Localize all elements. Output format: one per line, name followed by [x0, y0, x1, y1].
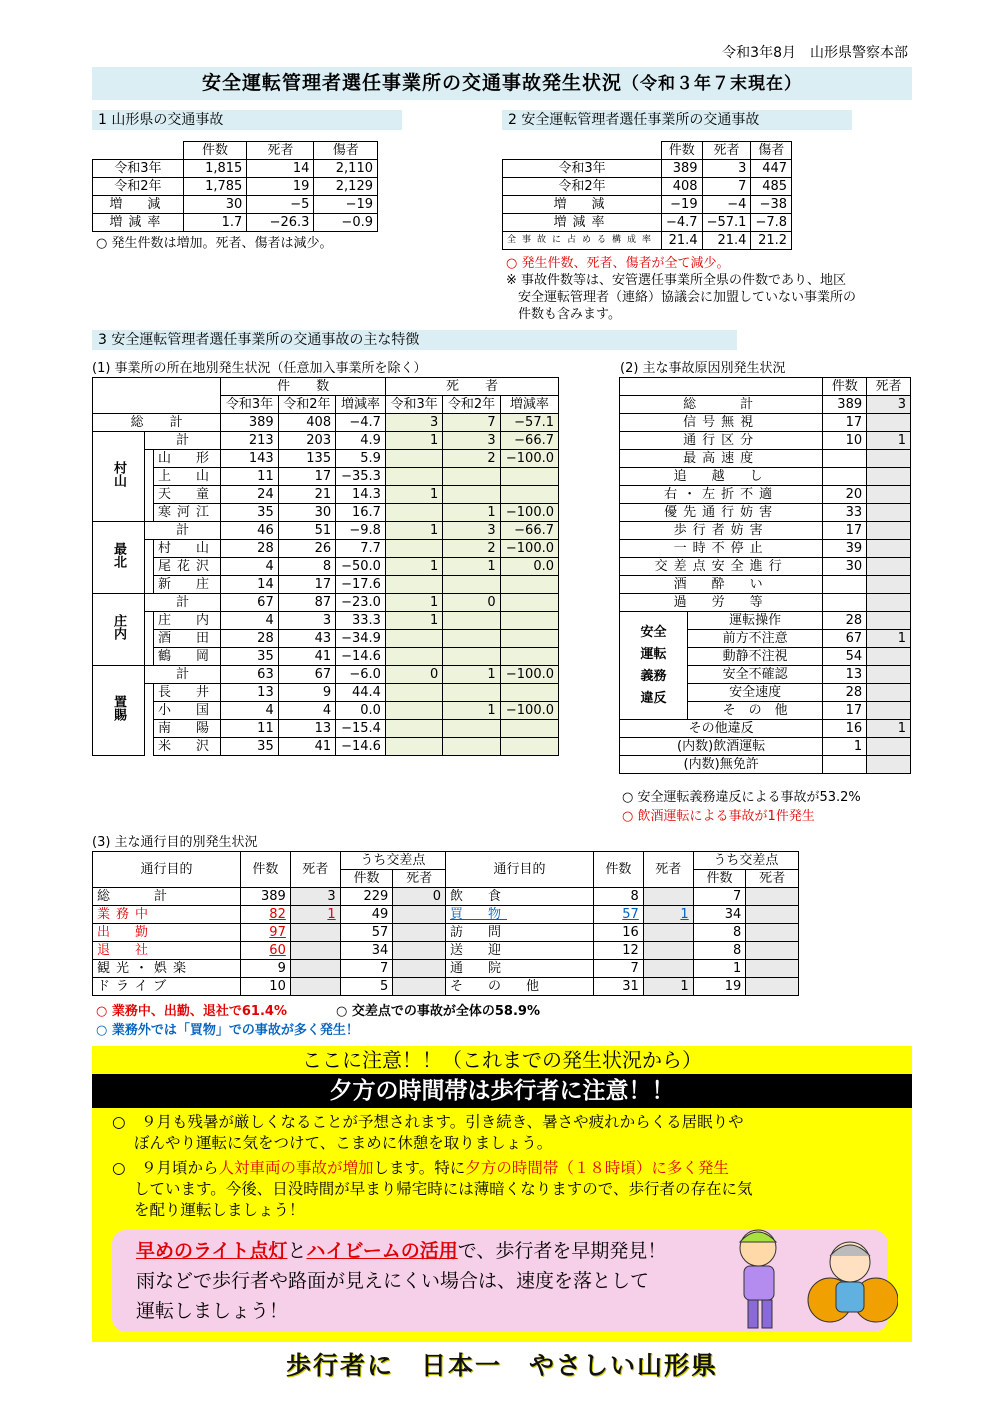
table-row: 新 庄 14 17 −17.6 — [93, 576, 559, 594]
table-row: 業務中 82 1 49 買 物 57 1 34 — [93, 906, 799, 924]
section-2-heading: 2 安全運転管理者選任事業所の交通事故 — [502, 110, 852, 130]
region-name: 村山 — [111, 461, 126, 487]
table-row: (内数)飲酒運転 1 — [620, 738, 911, 756]
table-row: 酒 田 28 43 −34.9 — [93, 630, 559, 648]
issue-date: 令和3年8月 山形県警察本部 — [722, 45, 908, 61]
caution-banner: 夕方の時間帯は歩行者に注意！！ — [92, 1074, 912, 1108]
table-row: 山 形 143 135 5.9 2 −100.0 — [93, 450, 559, 468]
table-row: 動静不注視 54 — [620, 648, 911, 666]
slogan: 歩行者に 日本一 やさしい山形県 — [285, 1351, 718, 1380]
table-row: 一時不停止 39 — [620, 540, 911, 558]
table-row: 天 童 24 21 14.3 1 — [93, 486, 559, 504]
caution-p2: ○ ９月頃から人対車両の事故が増加します。特に夕方の時間帯（１８時頃）に多く発生 しています。今後、日没時間が早まり帰宅時には薄暗くなりますので、歩行者の存在に気 を配り運転しましょう！ — [112, 1159, 753, 1219]
table-header: 通行目的 件数 死者 うち交差点 通行目的 件数 死者 うち交差点 — [93, 852, 799, 870]
table-row: 最高速度 — [620, 450, 911, 468]
table-row: 通行区分 10 1 — [620, 432, 911, 450]
table-row: その他違反 16 1 — [620, 720, 911, 738]
advice-line-1: 早めのライト点灯とハイビームの活用で、歩行者を早期発見！ — [136, 1240, 667, 1262]
table-row: 村 山 28 26 7.7 2 −100.0 — [93, 540, 559, 558]
table-row: 尾花沢 4 8 −50.0 1 1 0.0 — [93, 558, 559, 576]
group-label: 安全運転義務違反 — [640, 624, 667, 706]
table-row: 令和2年 1,785 19 2,129 — [93, 178, 378, 196]
table-row: 追 越 し — [620, 468, 911, 486]
table-row: 小 国 4 4 0.0 1 −100.0 — [93, 702, 559, 720]
purpose-note-2: ○ 業務外では「買物」での事故が多く発生！ — [96, 1023, 359, 1038]
table-row: 総 計 389 3 229 0 飲 食 8 7 — [93, 888, 799, 906]
page-title: 安全運転管理者選任事業所の交通事故発生状況（令和３年７末現在） — [92, 67, 912, 100]
section-1-table — [92, 141, 378, 232]
table-row: 増減率 −4.7 −57.1 −7.8 — [503, 214, 792, 232]
table-row: 令和3年 389 3 447 — [503, 160, 792, 178]
advice-line-2: 雨などで歩行者や路面が見えにくい場合は、速度を落として — [136, 1270, 650, 1292]
table-header: 令和3年 令和2年 増減率 令和3年 令和2年 増減率 — [93, 396, 559, 414]
section-3-heading: 3 安全運転管理者選任事業所の交通事故の主な特徴 — [92, 330, 737, 350]
table-header: 件数 死者 — [620, 378, 911, 396]
cause-note-1: ○ 安全運転義務違反による事故が53.2% — [622, 790, 861, 805]
table-row: 観光・娯楽 9 7 通 院 7 1 — [93, 960, 799, 978]
table-header: 件数 死者 傷者 — [503, 142, 792, 160]
table-row: 鶴 岡 35 41 −14.6 — [93, 648, 559, 666]
purpose-note-1: ○ 業務中、出勤、退社で61.4% — [96, 1004, 287, 1019]
section-2-note4: 件数も含みます。 — [518, 307, 621, 322]
table-header: 件数 死者 件数 死者 — [93, 870, 799, 888]
table-row: ドライブ 10 5 そ の 他 31 1 19 — [93, 978, 799, 996]
table-row: 庄内 計 67 87 −23.0 1 0 — [93, 594, 559, 612]
purpose-note-1b: ○ 交差点での事故が全体の58.9% — [336, 1004, 540, 1019]
table-row: 増減率 1.7 −26.3 −0.9 — [93, 214, 378, 232]
table-row: 全事故に占める構成率 21.4 21.4 21.2 — [503, 232, 792, 250]
table-row: 増 減 30 −5 −19 — [93, 196, 378, 214]
section-2-table — [502, 141, 792, 250]
table-row: 米 沢 35 41 −14.6 — [93, 738, 559, 756]
table-row: 安全運転義務違反 運転操作 28 — [620, 612, 911, 630]
table-row: 増 減 −19 −4 −38 — [503, 196, 792, 214]
table-row: 出 勤 97 57 訪 問 16 8 — [93, 924, 799, 942]
table-3-title: (3) 主な通行目的別発生状況 — [92, 835, 258, 850]
table-row: 信号無視 17 — [620, 414, 911, 432]
cause-note-2: ○ 飲酒運転による事故が1件発生 — [622, 809, 815, 824]
advice-line-3: 運転しましょう！ — [136, 1300, 289, 1322]
table-row: 最北 計 46 51 −9.8 1 3 −66.7 — [93, 522, 559, 540]
table-row: 令和2年 408 7 485 — [503, 178, 792, 196]
pedestrian-illustration — [718, 1220, 898, 1340]
cause-table — [619, 377, 911, 774]
section-1-note: ○ 発生件数は増加。死者、傷者は減少。 — [96, 236, 333, 251]
table-header: 件数 死者 傷者 — [93, 142, 378, 160]
total-row: 総 計 389 408 −4.7 3 7 −57.1 — [93, 414, 559, 432]
section-2-note3: 安全運転管理者（連絡）協議会に加盟していない事業所の — [518, 290, 857, 305]
region-name: 置賜 — [111, 695, 126, 721]
table-row: (内数)無免許 — [620, 756, 911, 774]
table-row: 優先通行妨害 33 — [620, 504, 911, 522]
table-row: 酒 酔 い — [620, 576, 911, 594]
caution-p1: ○ ９月も残暑が厳しくなることが予想されます。引き続き、暑さや疲れからくる居眠りや ぼんやり運転に気をつけて、こまめに休憩を取りましょう。 — [112, 1113, 744, 1152]
table-row: 寒河江 35 30 16.7 1 −100.0 — [93, 504, 559, 522]
purpose-table — [92, 851, 799, 996]
table-row: 置賜 計 63 67 −6.0 0 1 −100.0 — [93, 666, 559, 684]
table-row: 令和3年 1,815 14 2,110 — [93, 160, 378, 178]
table-row: そ の 他 17 — [620, 702, 911, 720]
table-row: 総 計 389 3 — [620, 396, 911, 414]
table-row: 上 山 11 17 −35.3 — [93, 468, 559, 486]
table-row: 歩行者妨害 17 — [620, 522, 911, 540]
section-1-heading: 1 山形県の交通事故 — [92, 110, 402, 130]
section-2-note: ○ 発生件数、死者、傷者が全て減少。 — [506, 256, 730, 271]
table-row: 交差点安全進行 30 — [620, 558, 911, 576]
region-name: 最北 — [111, 542, 126, 568]
table-row: 過 労 等 — [620, 594, 911, 612]
table-header: 件 数 死 者 — [93, 378, 559, 396]
table-row: 右・左折不適 20 — [620, 486, 911, 504]
table-row: 村山 計 213 203 4.9 1 3 −66.7 — [93, 432, 559, 450]
location-table — [92, 377, 559, 756]
table-1-title: (1) 事業所の所在地別発生状況（任意加入事業所を除く） — [92, 361, 427, 376]
region-name: 庄内 — [111, 614, 126, 640]
table-row: 前方不注意 67 1 — [620, 630, 911, 648]
table-row: 長 井 13 9 44.4 — [93, 684, 559, 702]
section-2-note2: ※ 事故件数等は、安管選任事業所全県の件数であり、地区 — [506, 273, 847, 288]
table-row: 安全速度 28 — [620, 684, 911, 702]
table-row: 安全不確認 13 — [620, 666, 911, 684]
table-row: 庄 内 4 3 33.3 1 — [93, 612, 559, 630]
table-2-title: (2) 主な事故原因別発生状況 — [620, 361, 786, 376]
caution-heading: ここに注意！！（これまでの発生状況から） — [302, 1048, 702, 1072]
table-row: 退 社 60 34 送 迎 12 8 — [93, 942, 799, 960]
table-row: 南 陽 11 13 −15.4 — [93, 720, 559, 738]
